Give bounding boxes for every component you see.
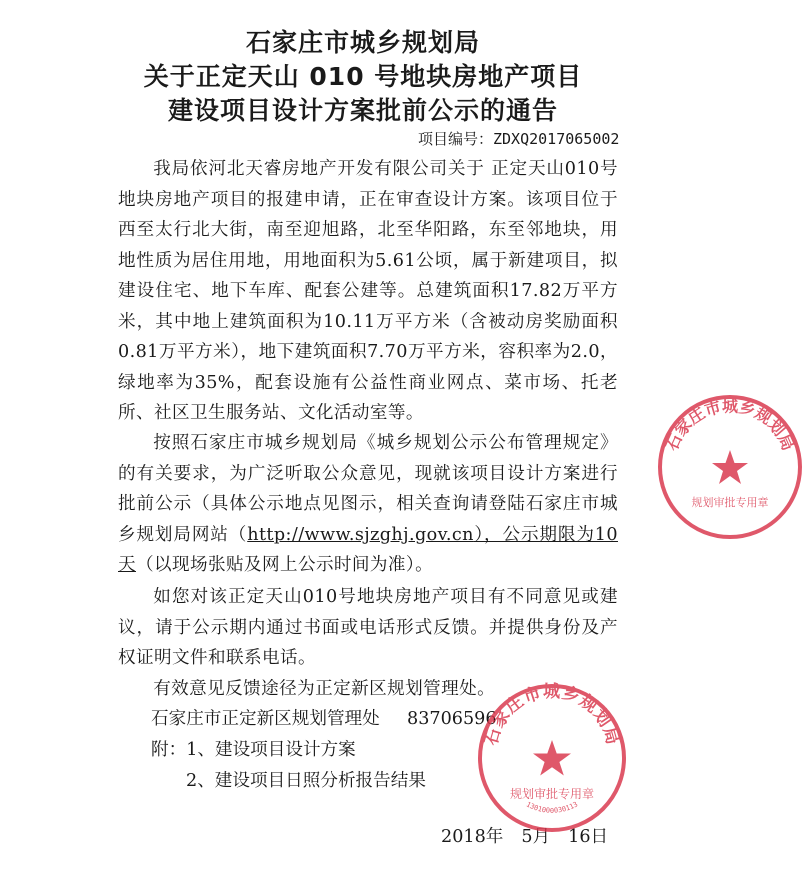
notice-title-line1: 石家庄市城乡规划局 xyxy=(245,28,480,57)
publicity-text: 按照石家庄市城乡规划局《城乡规划公示公布管理规定》的有关要求，为广泛听取公众意见，现就该项目设计方案进行批前公示（具体公示地点见图示，相关查询请登陆石家庄市城乡规划局网站（ xyxy=(118,433,618,545)
office-name: 石家庄市正定新区规划管理处 xyxy=(151,709,380,729)
paragraph-feedback-request: 如您对该正定天山010号地块房地产项目有不同意见或建议，请于公示期内通过书面或电话形式反馈。并提供身份及产权证明文件和联系电话。 xyxy=(118,587,618,668)
notice-title-line3: 建设项目设计方案批前公示的通告 xyxy=(167,96,558,125)
office-phone: 83706596 xyxy=(407,709,497,729)
seal-text: 石家庄市城乡规划局 xyxy=(481,682,623,748)
seal-subtext: 规划审批专用章 xyxy=(509,787,595,801)
publicity-note: （以现场张贴及网上公示时间为准）。 xyxy=(136,555,434,575)
paragraph-project-description: 我局依河北天睿房地产开发有限公司关于 正定天山010号地块房地产项目的报建申请，正在审查设计方案。该项目位于西至太行北大街，南至迎旭路，北至华阳路，东至邻地块，用地性质为居住用地，用地面积为5.61公顷，属于新建项目，拟建设住宅、地下车库、配套公建等。总建筑面积17.82万平方米，其中地上建筑面积为10.11万平方米（含被动房奖励面积0.81万平方米），地下建筑面积7.70万平方米，容积率为2.0，绿地率为35%，配套设施有公益性商业网点、菜市场、托老所、社区卫生服务站、文化活动室等。 xyxy=(118,159,618,423)
seal-number: 1301000030113 xyxy=(524,800,580,815)
edge-seal-stamp xyxy=(655,392,805,542)
edge-seal-star-icon xyxy=(712,450,748,484)
date-day: 16日 xyxy=(568,827,609,847)
publicity-period: 公示期限为10天 xyxy=(118,524,618,575)
website-link[interactable]: http://www.sjzghj.gov.cn xyxy=(247,524,474,545)
attachment-item-2: 2、建设项目日照分析报告结果 xyxy=(186,771,426,791)
notice-title-line2: 关于正定天山 010 号地块房地产项目 xyxy=(143,62,583,91)
paragraph-publicity-requirements xyxy=(118,428,618,581)
edge-seal-text: 石家庄市城乡规划局 xyxy=(661,396,799,454)
seal-star-icon xyxy=(533,740,571,776)
project-number: 项目编号：ZDXQ2017065002 xyxy=(418,130,620,148)
edge-seal-subtext: 规划审批专用章 xyxy=(691,496,769,509)
date-year: 2018年 xyxy=(441,827,504,847)
attachment-item-1: 附：1、建设项目设计方案 xyxy=(151,740,356,760)
date-month: 5月 xyxy=(521,827,551,847)
official-seal-stamp xyxy=(476,682,628,834)
paragraph-feedback-channel: 有效意见反馈途径为正定新区规划管理处。 xyxy=(153,679,496,699)
contact-office xyxy=(151,704,497,735)
website-link-close: ）， xyxy=(473,524,503,545)
